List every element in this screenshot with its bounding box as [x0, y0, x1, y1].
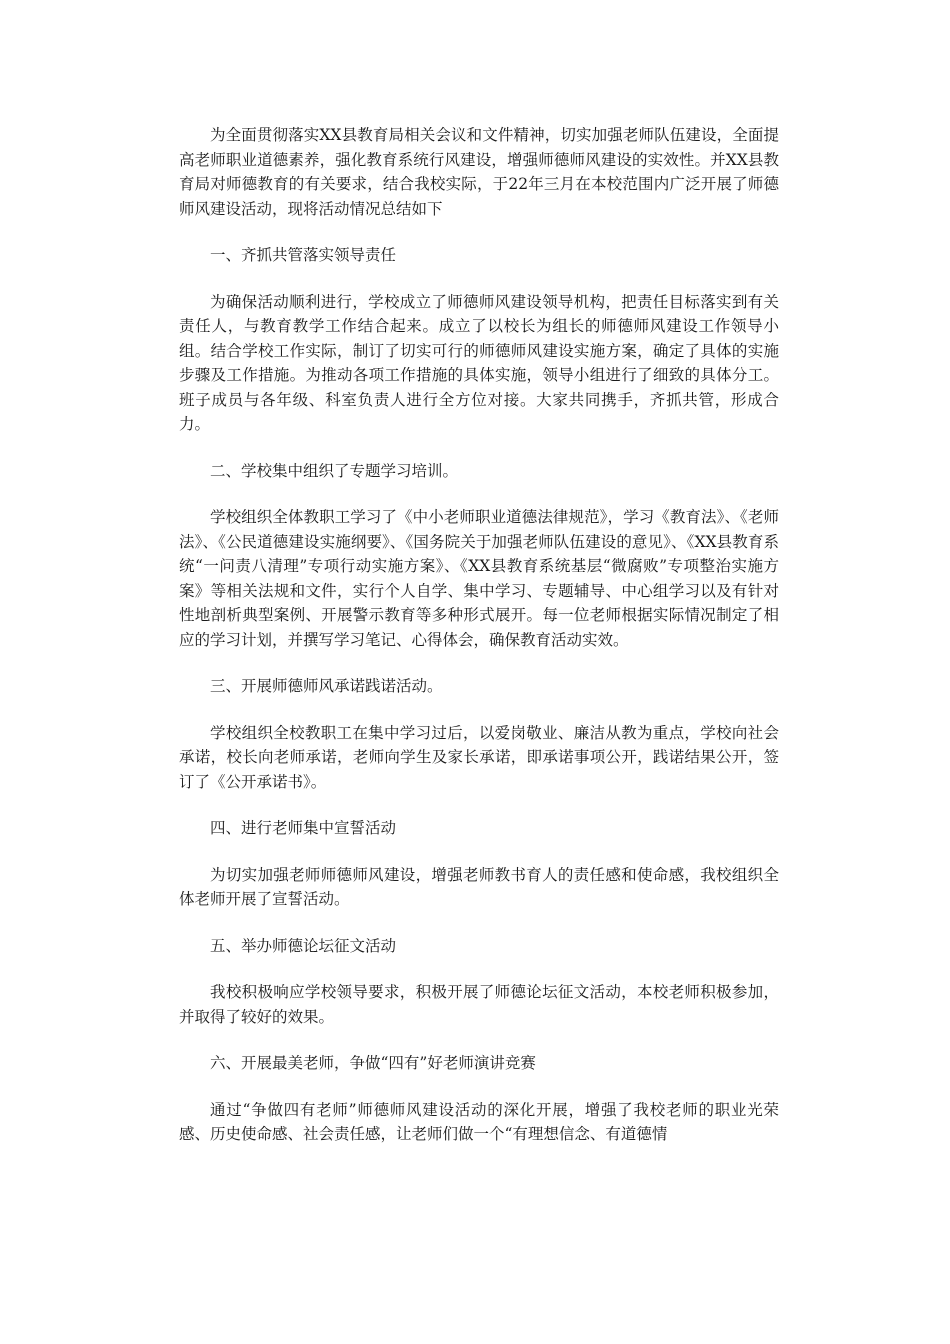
section-heading-6: 六、开展最美老师，争做“四有”好老师演讲竞赛 — [210, 1054, 536, 1072]
section-body-1: 为确保活动顺利进行，学校成立了师德师风建设领导机构，把责任目标落实到有关责任人，与教育教学工作结合起来。成立了以校长为组长的师德师风建设工作领导小组。结合学校工作实际，制订了切实可行的师德师风建设实施方案，确定了具体的实施步骤及工作措施。为推动各项工作措施的具体实施，领导小组进行了细致的具体分工。班子成员与各年级、科室负责人进行全方位对接。大家共同携手，齐抓共管，形成合力。 — [179, 292, 779, 433]
section-body-4: 为切实加强老师师德师风建设，增强老师教书育人的责任感和使命感，我校组织全体老师开展了宣誓活动。 — [179, 865, 779, 908]
document-body — [179, 123, 779, 1147]
section-body-2: 学校组织全体教职工学习了《中小老师职业道德法律规范》，学习《教育法》、《老师法》、《公民道德建设实施纲要》、《国务院关于加强老师队伍建设的意见》、《XX县教育系统“一问责八清理”专项行动实施方案》、《XX县教育系统基层“微腐败”专项整治实施方案》等相关法规和文件，实行个人自学、集中学习、专题辅导、中心组学习以及有针对性地剖析典型案例、开展警示教育等多种形式展开。每一位老师根据实际情况制定了相应的学习计划，并撰写学习笔记、心得体会，确保教育活动实效。 — [179, 508, 779, 649]
section-heading-1: 一、齐抓共管落实领导责任 — [210, 246, 397, 264]
section-heading-3: 三、开展师德师风承诺践诺活动。 — [210, 677, 443, 695]
section-body-5: 我校积极响应学校领导要求，积极开展了师德论坛征文活动，本校老师积极参加，并取得了较好的效果。 — [179, 983, 779, 1026]
section-heading-2: 二、学校集中组织了专题学习培训。 — [210, 461, 459, 480]
intro-paragraph: 为全面贯彻落实XX县教育局相关会议和文件精神，切实加强老师队伍建设，全面提高老师职业道德素养，强化教育系统行风建设，增强师德师风建设的实效性。并XX县教育局对师德教育的有关要求，结合我校实际，于22年三月在本校范围内广泛开展了师德师风建设活动，现将活动情况总结如下 — [179, 126, 779, 218]
section-heading-5: 五、举办师德论坛征文活动 — [210, 936, 397, 955]
section-heading-4: 四、进行老师集中宣誓活动 — [210, 819, 397, 837]
section-body-3: 学校组织全校教职工在集中学习过后，以爱岗敬业、廉洁从教为重点，学校向社会承诺，校长向老师承诺，老师向学生及家长承诺，即承诺事项公开，践诺结果公开，签订了《公开承诺书》。 — [179, 723, 779, 791]
section-body-6: 通过“争做四有老师”师德师风建设活动的深化开展，增强了我校老师的职业光荣感、历史使命感、社会责任感，让老师们做一个“有理想信念、有道德情 — [179, 1100, 779, 1143]
